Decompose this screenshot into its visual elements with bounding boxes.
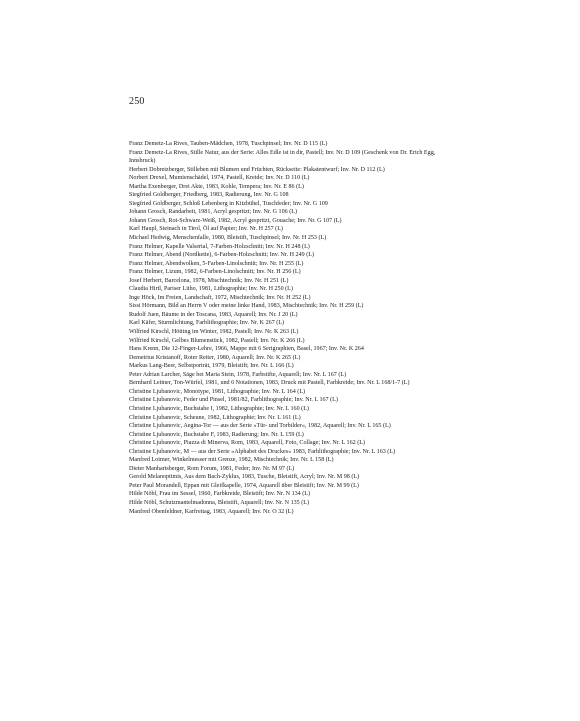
catalog-entry: Sissi Hörmann, Bild an Herrn V oder meine linke Hand, 1983, Mischtechnik; Inv. Nr. H 259 (L) <box>129 303 364 310</box>
catalog-entry: Karl Käfer, Sturmlichtung, Farblithographie; Inv. Nr. K 267 (L) <box>129 320 285 327</box>
catalog-entry: Manfred Obenfeldner, Karfreitag, 1983, Aquarell; Inv. Nr. O 32 (L) <box>129 508 294 515</box>
catalog-entry: Johann Grosch, Randarbeit, 1981, Acryl gespritzt; Inv. Nr. G 106 (L) <box>129 209 297 216</box>
catalog-entry: Manfred Loimer, Winkelmesser mit Grenze, 1982, Mischtechnik; Inv. Nr. L 158 (L) <box>129 457 334 464</box>
catalog-entry: Josef Herbert, Barcelona, 1978, Mischtechnik; Inv. Nr. H 251 (L) <box>129 277 289 284</box>
catalog-entry: Franz Helmer, Lizum, 1982, 6-Farben-Linolschnitt; Inv. Nr. H 256 (L) <box>129 269 301 276</box>
catalog-entry: Rudolf Juen, Bäume in der Toscana, 1983, Aquarell; Inv. Nr. J 20 (L) <box>129 311 298 318</box>
catalog-entry: Markus Lang-Beer, Selbstporträt, 1979, Bleistift; Inv. Nr. L 166 (L) <box>129 363 294 370</box>
catalog-entry-list <box>129 140 459 516</box>
catalog-entry: Christine Ljubanovic, Buchstabe I, 1982, Lithographie; Inv. Nr. L 160 (L) <box>129 405 309 412</box>
catalog-entry: Franz Helmer, Abend (Nordkette), 6-Farben-Holzschnitt; Inv. Nr. H 249 (L) <box>129 252 314 259</box>
catalog-entry: Siegfried Goldberger, Schloß Lebenberg in Kitzbühel, Tuschfeder; Inv. Nr. G 109 <box>129 200 328 207</box>
catalog-entry: Christine Ljubanovic, Buchstabe F, 1983, Radierung; Inv. Nr. L 159 (L) <box>129 431 304 438</box>
catalog-entry: Bernhard Leitner, Ton-Würfel, 1981, und 6 Notationen, 1983, Druck mit Pastell, Farbkreide; Inv. Nr. L 168/1-7 (L) <box>129 380 410 387</box>
catalog-entry: Gerold Melanoptimis, Aus dem Bach-Zyklus, 1983, Tusche, Bleistift, Acryl; Inv. Nr. M 98 (L) <box>129 474 360 481</box>
catalog-entry: Siegfried Goldberger, Friedberg, 1983, Radierung, Inv. Nr. G 108 <box>129 192 289 199</box>
page-number: 250 <box>129 96 145 107</box>
catalog-entry: Hilde Nöbl, Frau im Sessel, 1960, Farbkreide, Bleistift; Inv. Nr. N 134 (L) <box>129 491 311 498</box>
catalog-entry: Karl Haupl, Steinach in Tirol, Öl auf Papier; Inv. Nr. H 257 (L) <box>129 226 283 233</box>
catalog-entry: Christine Ljubanovic, Piazza di Minerva, Rom, 1983, Aquarell, Foto, Collage; Inv. Nr. L 162 (L) <box>129 440 365 447</box>
catalog-entry: Herbert Dobretzberger, Stilleben mit Blumen und Früchten, Rückseite: Plakatentwurf; Inv. Nr. D 112 (L) <box>129 166 385 173</box>
catalog-entry: Hans Krenn, Die 12-Finger-Lehre, 1966, Mappe mit 6 Serigraphien, Basel, 1967; Inv. Nr. K 264 <box>129 346 364 353</box>
catalog-entry: Michael Hedwig, Menschenfalle, 1980, Bleistift, Tuschpinsel; Inv. Nr. H 253 (L) <box>129 235 327 242</box>
catalog-entry: Wilfried Kirschl, Gelbes Blumenstück, 1982, Pastell; Inv. Nr. K 266 (L) <box>129 337 305 344</box>
catalog-entry: Franz Demetz-La Rives, Tauben-Mädchen, 1978, Tuschpinsel; Inv. Nr. D 115 (L) <box>129 141 328 147</box>
catalog-entry: Norbert Drexel, Mumienschädel, 1974, Pastell, Kreide; Inv. Nr. D 110 (L) <box>129 175 310 182</box>
catalog-entry: Martha Exenberger, Drei Akte, 1983, Kohle, Tempera; Inv. Nr. E 86 (L) <box>129 183 304 190</box>
catalog-entry: Dieter Manhartsberger, Rom Forum, 1981, Feder; Inv. Nr. M 97 (L) <box>129 465 295 472</box>
catalog-entry: Christine Ljubanovic, Scheune, 1982, Lithographie; Inv. Nr. L 161 (L) <box>129 414 301 421</box>
catalog-entry: Christine Ljubanovic, Aegina-Tor — aus der Serie »Tür- und Torbilder«, 1982, Aquarell; Inv. Nr. L 165 (L) <box>129 423 391 430</box>
catalog-entry: Demetrius Kristanoff, Roter Reiter, 1980, Aquarell; Inv. Nr. K 265 (L) <box>129 354 301 361</box>
catalog-entry: Christine Ljubanovic, Feder und Pinsel, 1981/82, Farblithographie; Inv. Nr. L 167 (L) <box>129 397 338 404</box>
catalog-entry: Johann Grosch, Rot-Schwarz-Weiß, 1982, Acryl gespritzt, Gouache; Inv. Nr. G 107 (L) <box>129 217 342 224</box>
catalog-entry: Christine Ljubanovic, Monotype, 1981, Lithographie; Inv. Nr. L 164 (L) <box>129 388 306 395</box>
catalog-entry: Franz Helmer, Abendwolken, 5-Farben-Linolschnitt; Inv. Nr. H 255 (L) <box>129 260 304 267</box>
catalog-entry: Hilde Nöbl, Schutzmantelmadonna, Bleistift, Aquarell; Inv. Nr. N 135 (L) <box>129 499 310 506</box>
catalog-entry: Claudia Hirtl, Pariser Litho, 1981, Lithographie; Inv. Nr. H 250 (L) <box>129 286 293 293</box>
catalog-entry: Christine Ljubanovic, M — aus der Serie »Alphabet des Druckes« 1983, Farblithographie; Inv. Nr. L 163 (L) <box>129 448 396 455</box>
catalog-entry: Peter Adrian Larcher, Säge bei Maria Stein, 1978, Farbstifte, Aquarell; Inv. Nr. L 167 (L) <box>129 371 347 378</box>
catalog-entry: Wilfried Kirschl, Hötting im Winter, 1982, Pastell; Inv. Nr. K 263 (L) <box>129 329 299 336</box>
catalog-entry: Franz Demetz-La Rives, Stille Natur, aus der Serie: Alles Edle ist in dir, Pastell; Inv. Nr. D 109 (Geschenk von Dr. Erich Egg, Innsbruck) <box>129 149 436 165</box>
catalog-entry: Franz Helmer, Kapelle Valsertal, 7-Farben-Holzschnitt; Inv. Nr. H 248 (L) <box>129 243 310 250</box>
catalog-entry: Inge Höck, Im Freien, Landschaft, 1972, Mischtechnik; Inv. Nr. H 252 (L) <box>129 294 311 301</box>
catalog-entry: Peter Paul Morandell, Eppan mit Gleifkapelle, 1974, Aquarell über Bleistift; Inv. Nr. M 99 (L) <box>129 482 359 489</box>
